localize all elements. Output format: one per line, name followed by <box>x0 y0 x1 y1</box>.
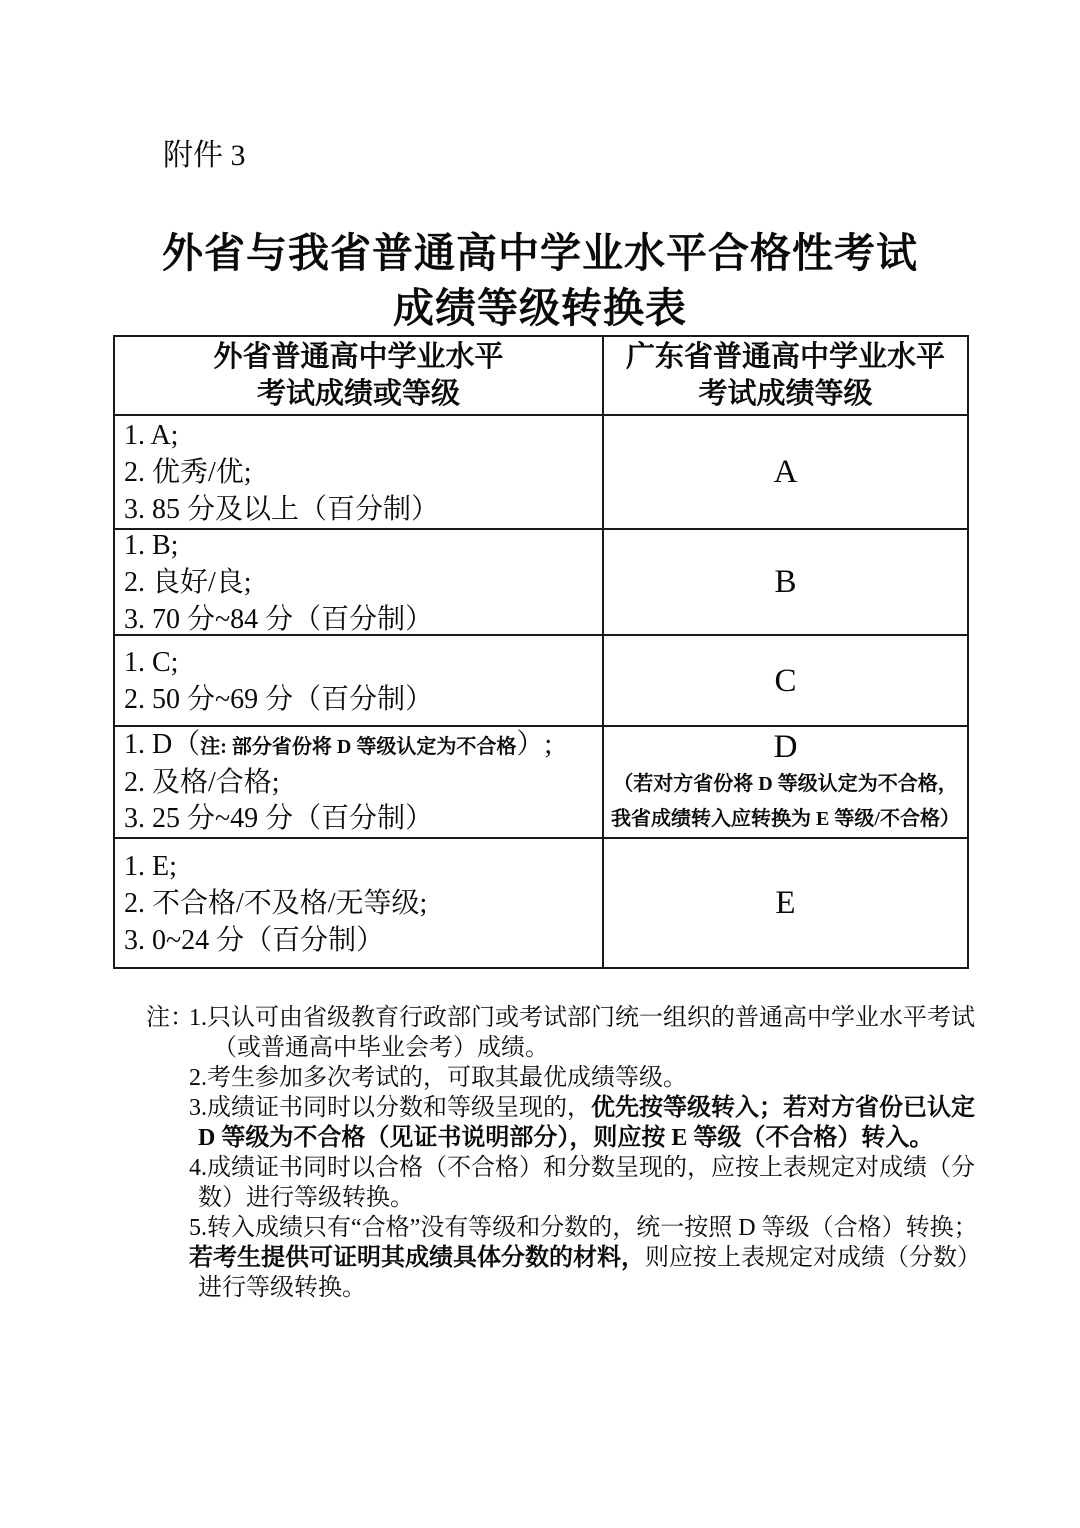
page-title <box>0 226 1080 336</box>
criteria-line: 3. 85 分及以上（百分制） <box>124 493 440 525</box>
criteria-line: 3. 70 分~84 分（百分制） <box>124 603 434 635</box>
criteria-line: 1. E; <box>124 850 177 882</box>
grade-letter: D <box>773 729 798 765</box>
criteria-line: 2. 50 分~69 分（百分制） <box>124 683 434 715</box>
target-grade-cell <box>604 416 967 528</box>
table-header-row <box>115 337 967 414</box>
target-grade-cell <box>604 839 967 967</box>
notes-label: 注： <box>146 1005 194 1031</box>
target-grade-cell <box>604 727 967 837</box>
grade-letter: E <box>775 885 796 921</box>
note-number: 3. <box>189 1095 207 1121</box>
criteria-line: 1. C; <box>124 646 179 678</box>
criteria-line: 2. 优秀/优; <box>124 456 252 488</box>
note-line-5: 5.转入成绩只有“合格”没有等级和分数的，统一按照 D 等级（合格）转换； <box>189 1215 978 1241</box>
source-criteria-cell <box>115 839 604 967</box>
source-criteria-cell <box>115 636 604 725</box>
page-title-line2: 成绩等级转换表 <box>393 285 687 331</box>
note-line-1: 注：1.只认可由省级教育行政部门或考试部门统一组织的普通高中学业水平考试 <box>146 1005 975 1031</box>
criteria-line: 2. 良好/良; <box>124 566 252 598</box>
note-number: 4. <box>189 1155 207 1181</box>
criteria-line: 3. 0~24 分（百分制） <box>124 924 385 956</box>
inline-note: 注: 部分省份将 D 等级认定为不合格 <box>200 736 517 758</box>
note-bold-segment: 若考生提供可证明其成绩具体分数的材料， <box>189 1245 645 1271</box>
table-row-grade-d <box>115 725 967 837</box>
criteria-line: 1. A; <box>124 419 179 451</box>
source-criteria-cell <box>115 530 604 634</box>
criteria-line: 2. 及格/合格; <box>124 767 280 798</box>
table-row-grade-a <box>115 414 967 528</box>
target-grade-cell <box>604 636 967 725</box>
note-line-5b: 若考生提供可证明其成绩具体分数的材料，则应按上表规定对成绩（分数） <box>189 1245 981 1271</box>
source-criteria-cell <box>115 727 604 837</box>
criteria-line: 1. B; <box>124 529 179 561</box>
header-cell-guangdong: 广东省普通高中学业水平 考试成绩等级 <box>625 340 945 410</box>
attachment-label: 附件 3 <box>163 139 246 172</box>
table-row-grade-e <box>115 837 967 967</box>
header-cell-other-province: 外省普通高中学业水平 考试成绩或等级 <box>115 337 604 414</box>
note-line-1b: （或普通高中毕业会考）成绩。 <box>213 1035 549 1061</box>
source-criteria-cell <box>115 416 604 528</box>
note-line-4: 4.成绩证书同时以合格（不合格）和分数呈现的，应按上表规定对成绩（分 <box>189 1155 975 1181</box>
grade-letter: C <box>774 662 797 699</box>
note-number: 5. <box>189 1215 207 1241</box>
target-grade-cell <box>604 530 967 634</box>
grade-note-line: （若对方省份将 D 等级认定为不合格， <box>613 773 958 795</box>
note-number: 1. <box>189 1005 207 1031</box>
note-number: 2. <box>189 1065 207 1091</box>
note-line-5c: 进行等级转换。 <box>198 1275 366 1301</box>
note-line-3: 3.成绩证书同时以分数和等级呈现的，优先按等级转入；若对方省份已认定 <box>189 1095 975 1121</box>
table-row-grade-b <box>115 528 967 634</box>
grade-letter: B <box>774 564 797 600</box>
note-line-3b: D 等级为不合格（见证书说明部分），则应按 E 等级（不合格）转入。 <box>198 1125 934 1151</box>
notes-section <box>146 1003 981 1303</box>
criteria-line: 2. 不合格/不及格/无等级; <box>124 887 428 919</box>
table-row-grade-c <box>115 634 967 725</box>
note-line-2: 2.考生参加多次考试的，可取其最优成绩等级。 <box>189 1065 687 1091</box>
grade-conversion-table <box>113 335 969 969</box>
criteria-line: 1. D（注: 部分省份将 D 等级认定为不合格）; <box>124 729 553 760</box>
page-title-line1: 外省与我省普通高中学业水平合格性考试 <box>162 230 918 276</box>
criteria-line: 3. 25 分~49 分（百分制） <box>124 803 434 834</box>
note-line-4b: 数）进行等级转换。 <box>198 1185 414 1211</box>
grade-letter: A <box>773 454 798 490</box>
note-bold-segment: 优先按等级转入；若对方省份已认定 <box>591 1095 975 1121</box>
grade-note-line: 我省成绩转入应转换为 E 等级/不合格） <box>611 808 960 830</box>
